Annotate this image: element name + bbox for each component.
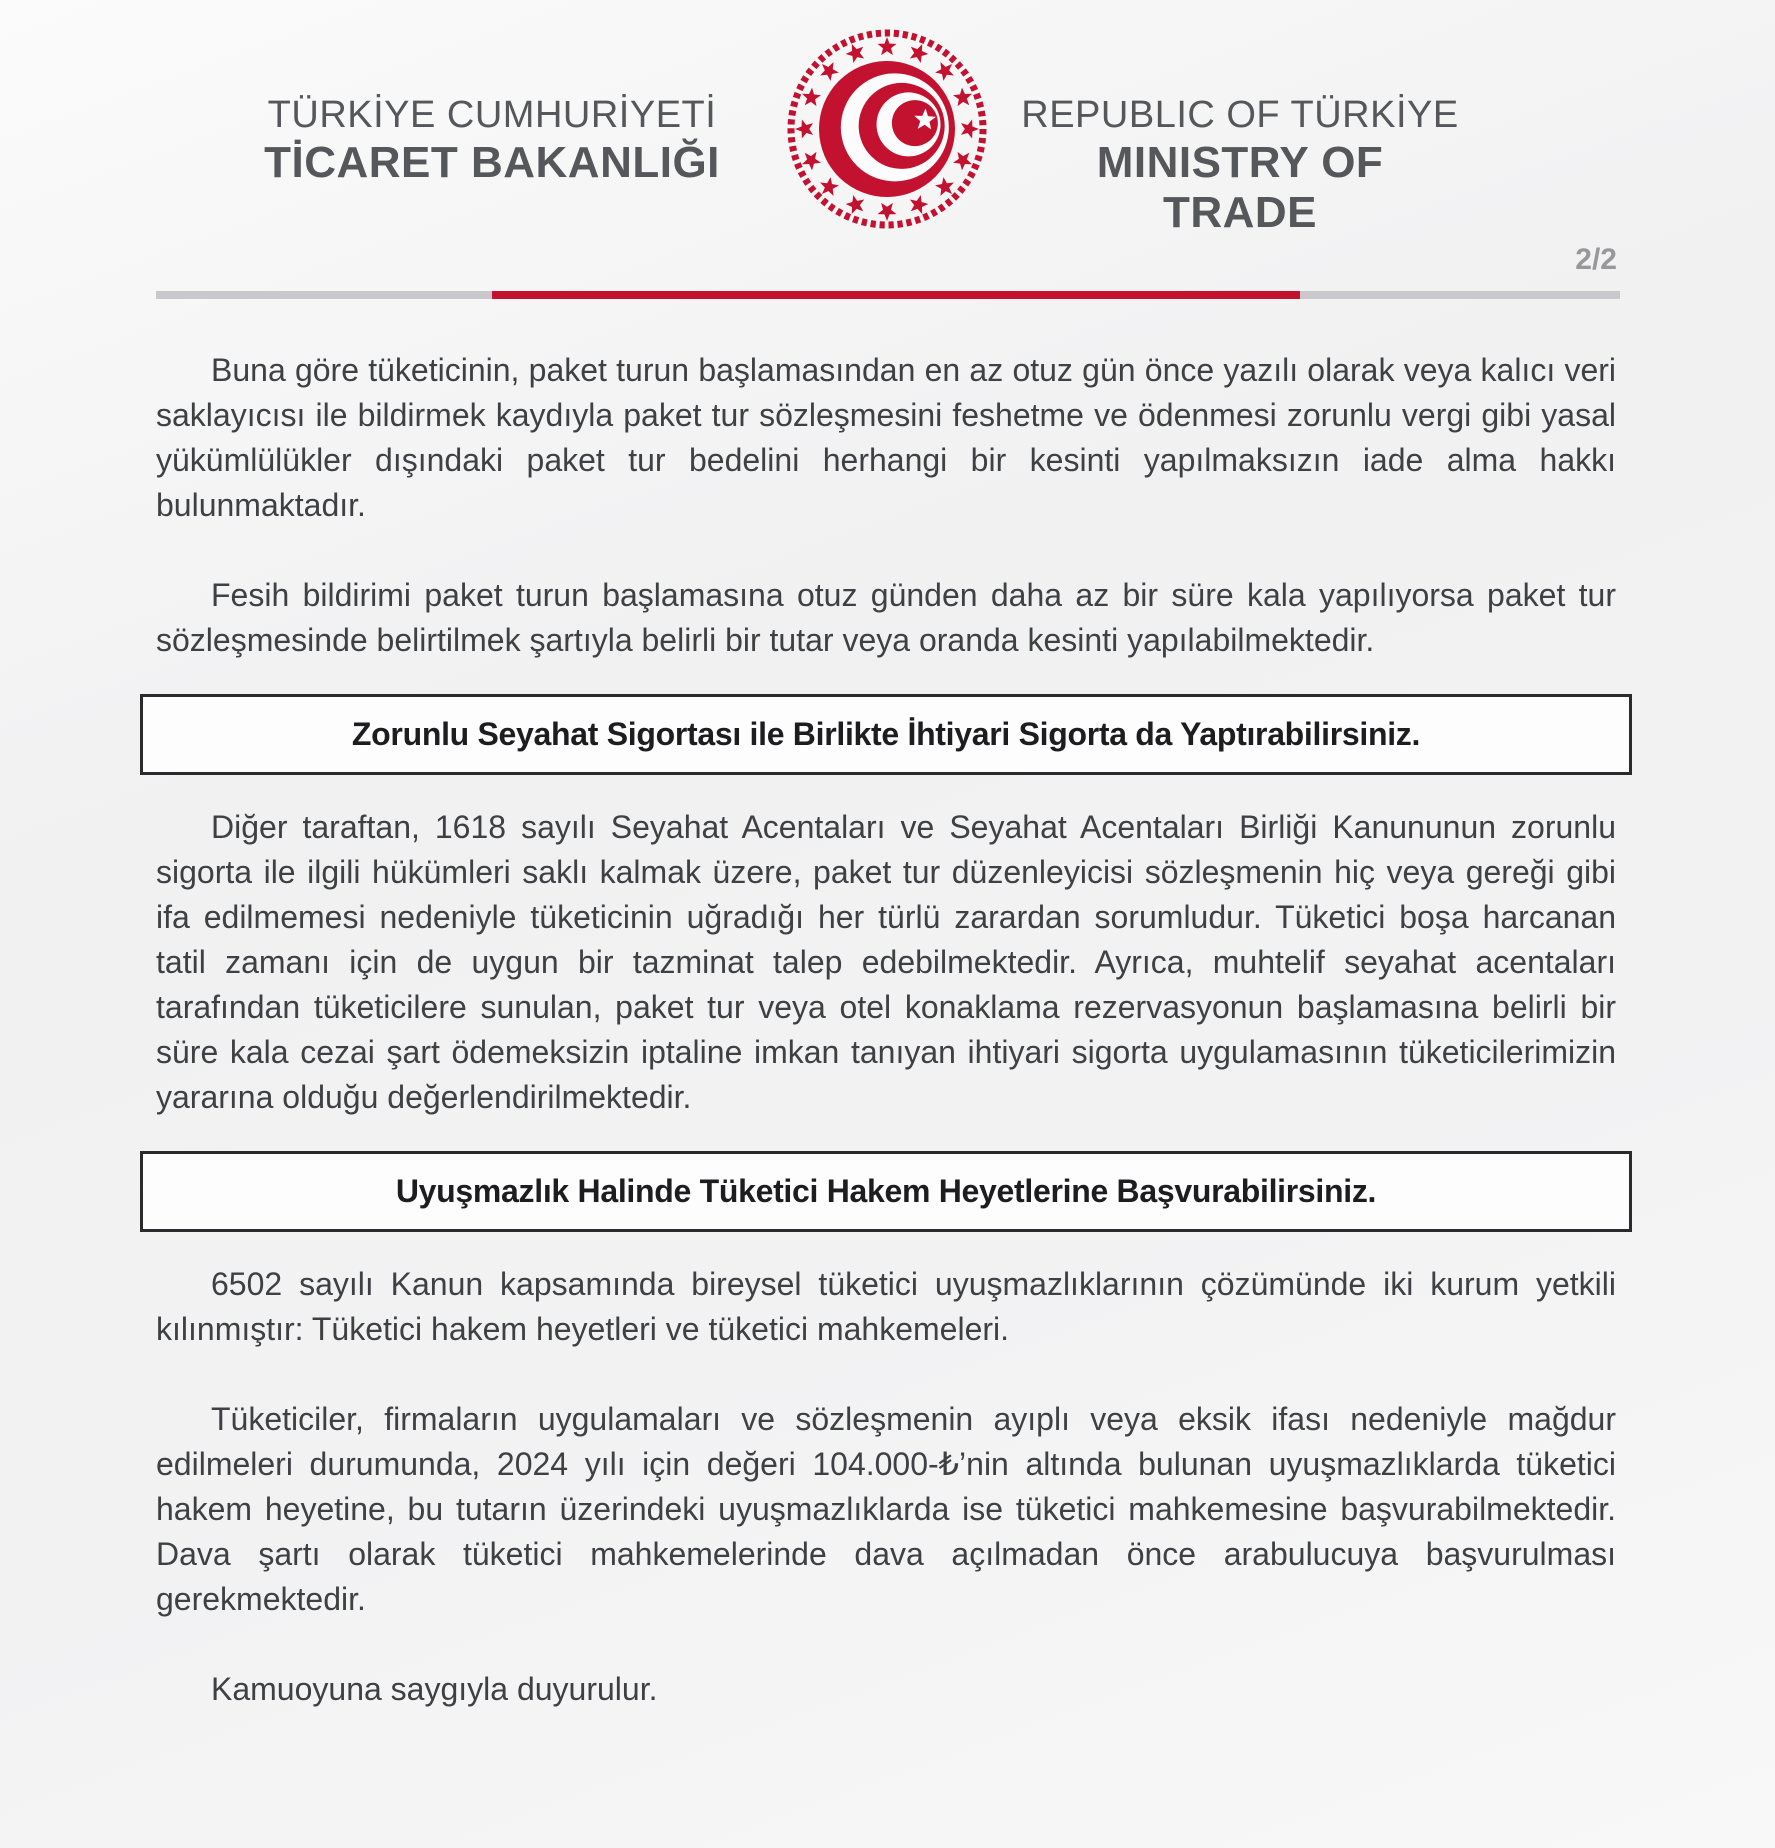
body-paragraph-4: 6502 sayılı Kanun kapsamında bireysel tüketici uyuşmazlıklarının çözümünde iki kurum yetkili kılınmıştır: Tüketici hakem heyetleri ve tüketici mahkemeleri.: [156, 1266, 1616, 1347]
body-paragraph-1: Buna göre tüketicinin, paket turun başlamasından en az otuz gün önce yazılı olarak veya kalıcı veri saklayıcısı ile bildirmek kaydıyla paket tur sözleşmesini feshetme ve ödenmesi zorunlu vergi gibi yasal yükümlülükler dışındaki paket tur bedelini herhangi bir kesinti yapılmaksızın iade alma hakkı bulunmaktadır.: [156, 352, 1616, 523]
section-heading-insurance: Zorunlu Seyahat Sigortası ile Birlikte İhtiyari Sigorta da Yaptırabilirsiniz.: [351, 716, 1421, 752]
divider-line: [156, 291, 1620, 299]
page-indicator: 2/2: [1575, 243, 1617, 276]
ministry-title-english: [1020, 92, 1460, 238]
ministry-name-tr: TİCARET BAKANLIĞI: [264, 138, 720, 187]
ministry-name-en: MINISTRY OF TRADE: [1096, 138, 1384, 237]
republic-title-tr: TÜRKİYE CUMHURİYETİ: [267, 94, 717, 136]
divider-red-segment: [492, 291, 1300, 299]
body-paragraph-2: Fesih bildirimi paket turun başlamasına otuz günden daha az bir süre kala yapılıyorsa paket tur sözleşmesinde belirtilmek şartıyla belirli bir tutar veya oranda kesinti yapılabilmektedir.: [156, 577, 1616, 658]
body-paragraph-3: Diğer taraftan, 1618 sayılı Seyahat Acentaları ve Seyahat Acentaları Birliği Kanununun zorunlu sigorta ile ilgili hükümleri saklı kalmak üzere, paket tur düzenleyicisi sözleşmenin hiç veya gereği gibi ifa edilmemesi nedeniyle tüketicinin uğradığı her türlü zarardan sorumludur. Tüketici boşa harcanan tatil zamanı için de uygun bir tazminat talep edebilmektedir. Ayrıca, muhtelif seyahat acentaları tarafından tüketicilere sunulan, paket tur veya otel konaklama rezervasyonun başlamasına belirli bir süre kala cezai şart ödemeksizin iptaline imkan tanıyan ihtiyari sigorta uygulamasının tüketicilerimizin yararına olduğu değerlendirilmektedir.: [156, 809, 1616, 1115]
ministry-title-turkish: [157, 92, 827, 188]
section-heading-arbitration: Uyuşmazlık Halinde Tüketici Hakem Heyetlerine Başvurabilirsiniz.: [395, 1173, 1377, 1209]
ministry-of-trade-emblem-icon: [784, 26, 990, 232]
body-paragraph-5: Tüketiciler, firmaların uygulamaları ve sözleşmenin ayıplı veya eksik ifası nedeniyle mağdur edilmeleri durumunda, 2024 yılı için değeri 104.000-₺’nin altında bulunan uyuşmazlıklarda tüketici hakem heyetine, bu tutarın üzerindeki uyuşmazlıklarda ise tüketici mahkemesine başvurabilmektedir. Dava şartı olarak tüketici mahkemelerinde dava açılmadan önce arabulucuya başvurulması gerekmektedir.: [156, 1401, 1616, 1617]
document-header: [0, 0, 1775, 300]
closing-line: Kamuoyuna saygıyla duyurulur.: [211, 1671, 658, 1707]
republic-title-en: REPUBLIC OF TÜRKİYE: [1021, 94, 1459, 136]
section-heading-box-arbitration: [140, 1151, 1632, 1232]
section-heading-box-insurance: [140, 694, 1632, 775]
document-body: [0, 348, 1775, 1712]
